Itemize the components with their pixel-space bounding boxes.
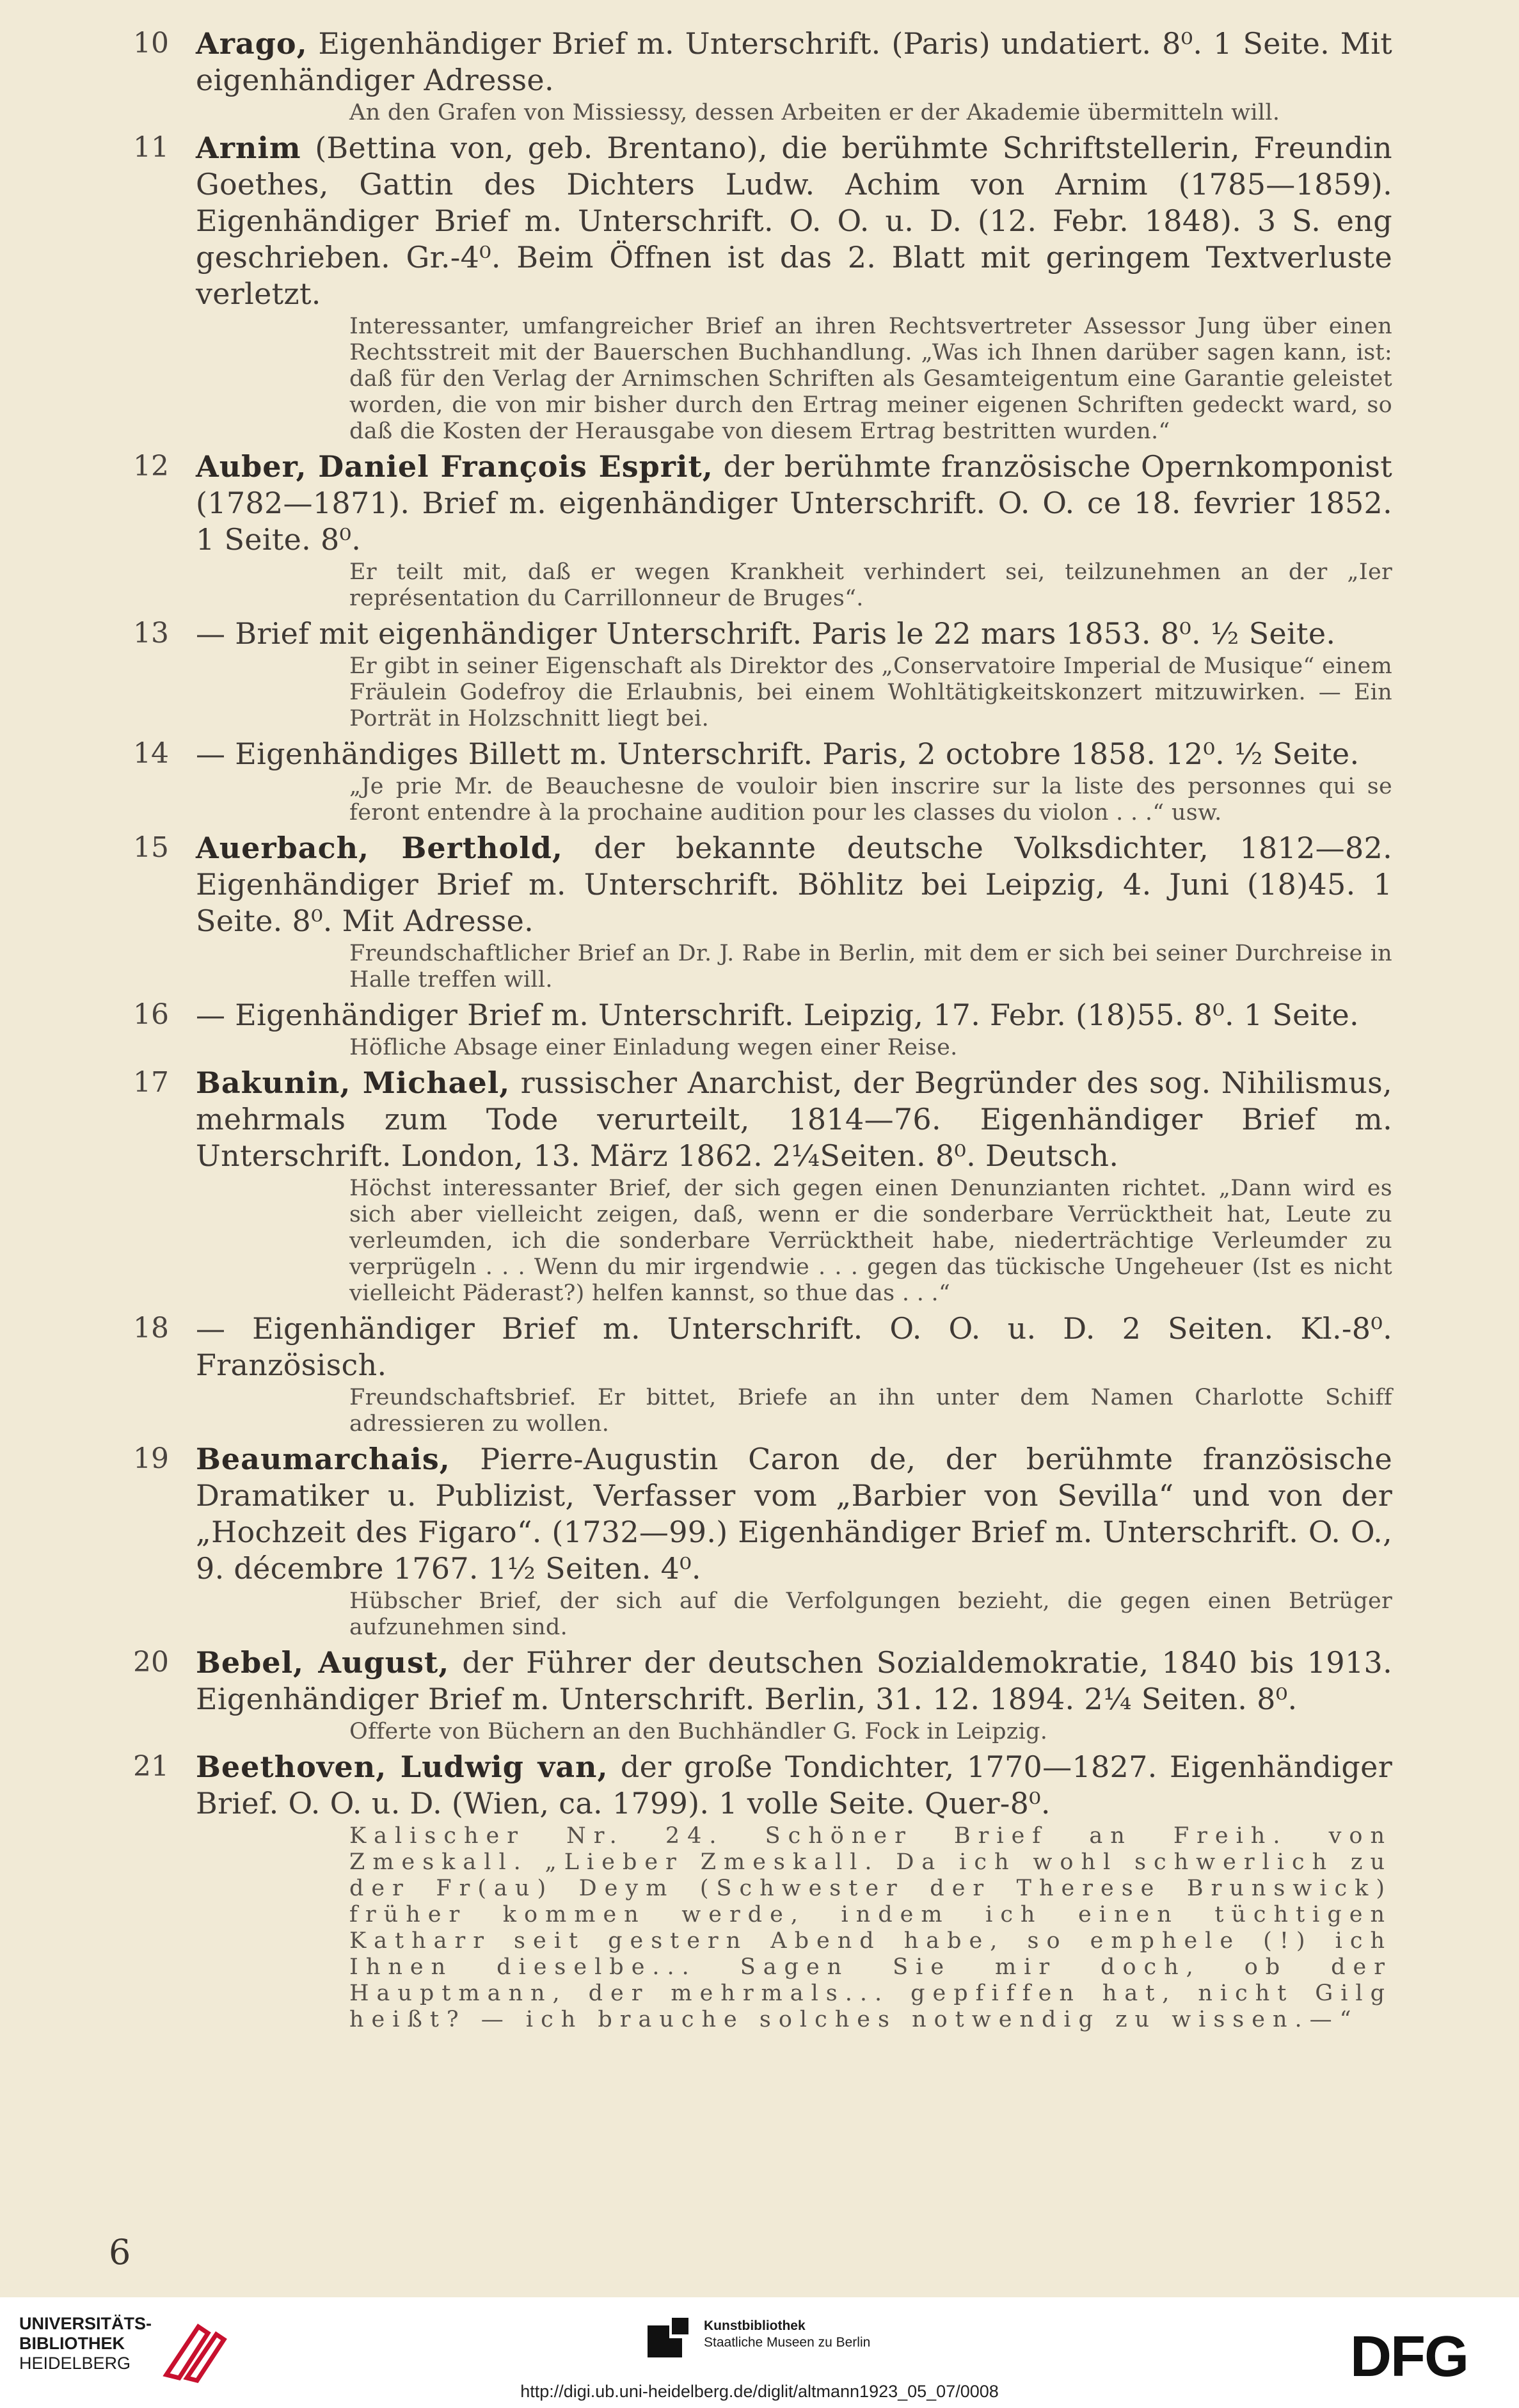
entry-description — [196, 616, 1392, 652]
entry-name: Beaumarchais, — [196, 1442, 450, 1476]
kunstbibliothek-icon — [644, 2313, 695, 2364]
uni-logo-line1: UNIVERSITÄTS- — [19, 2314, 152, 2333]
catalogue-entry — [133, 736, 1392, 826]
entry-number: 17 — [133, 1066, 169, 1099]
entry-name: Arnim — [196, 131, 301, 165]
entry-text: der berühmte französische Opernkomponist (1782—1871). Brief m. eigenhändiger Unterschrift. O. O. ce 18. fevrier 1852. 1 Seite. 8⁰. — [196, 449, 1392, 557]
entry-description — [196, 1645, 1392, 1718]
university-library-logo[interactable] — [19, 2314, 230, 2384]
entry-description — [196, 449, 1392, 558]
entry-number: 19 — [133, 1442, 169, 1475]
entry-note: Höfliche Absage einer Einladung wegen einer Reise. — [349, 1035, 958, 1060]
entry-text: Eigenhändiger Brief m. Unterschrift. (Paris) undatiert. 8⁰. 1 Seite. Mit eigenhändiger Adresse. — [196, 26, 1392, 97]
catalogue-entry — [133, 1065, 1392, 1307]
catalogue-entry — [133, 130, 1392, 445]
entry-text: — Brief mit eigenhändiger Unterschrift. Paris le 22 mars 1853. 8⁰. ½ Seite. — [196, 616, 1336, 651]
entry-description — [196, 130, 1392, 312]
entry-note: An den Grafen von Missiessy, dessen Arbeiten er der Akademie übermitteln will. — [349, 100, 1280, 125]
entry-number: 12 — [133, 450, 169, 482]
catalogue-entry — [133, 26, 1392, 126]
entry-description — [196, 1311, 1392, 1383]
entry-note: Offerte von Büchern an den Buchhändler G. Fock in Leipzig. — [349, 1719, 1048, 1744]
uni-logo-line2: BIBLIOTHEK — [19, 2334, 125, 2353]
catalogue-entry — [133, 616, 1392, 732]
catalogue-entry — [133, 1749, 1392, 2033]
entry-text: Pierre-Augustin Caron de, der berühmte französische Dramatiker u. Publizist, Verfasser vom „Barbier von Sevilla“ und von der „Hochzeit des Figaro“. (1732—99.) Eigenhändiger Brief m. Unterschrift. O. O., 9. décembre 1767. 1½ Seiten. 4⁰. — [196, 1442, 1392, 1586]
entry-number: 20 — [133, 1646, 169, 1678]
entry-number: 11 — [133, 131, 169, 164]
entry-text: der große Tondichter, 1770—1827. Eigenhändiger Brief. O. O. u. D. (Wien, ca. 1799). 1 volle Seite. Quer-8⁰. — [196, 1750, 1392, 1821]
entry-name: Bebel, August, — [196, 1645, 450, 1680]
entry-text: der bekannte deutsche Volksdichter, 1812—82. Eigenhändiger Brief m. Unterschrift. Böhlitz bei Leipzig, 4. Juni (18)45. 1 Seite. 8⁰. Mit Adresse. — [196, 831, 1392, 938]
entry-number: 21 — [133, 1750, 169, 1783]
catalogue-entries — [133, 26, 1392, 2037]
entry-description — [196, 997, 1392, 1033]
entry-note: Interessanter, umfangreicher Brief an ihren Rechtsvertreter Assessor Jung über einen Rechtsstreit mit der Bauerschen Buchhandlung. „Was ich Ihnen darüber sagen kann, ist: daß für den Verlag der Arnimschen Schriften als Gesamteigentum eine Garantie geleistet worden, die von mir bisher durch den Ertrag meiner eigenen Schriften gedeckt ward, so daß die Kosten der Herausgabe von diesem Ertrag bestritten wurden.“ — [349, 314, 1392, 444]
entry-name: Auber, Daniel François Esprit, — [196, 449, 713, 484]
entry-note: Er teilt mit, daß er wegen Krankheit verhindert sei, teilzunehmen an der „Ier représentation du Carrillonneur de Bruges“. — [349, 559, 1392, 611]
page-url[interactable]: http://digi.ub.uni-heidelberg.de/diglit/altmann1923_05_07/0008 — [520, 2382, 999, 2401]
entry-description — [196, 736, 1392, 772]
entry-text: der Führer der deutschen Sozialdemokratie, 1840 bis 1913. Eigenhändiger Brief m. Unterschrift. Berlin, 31. 12. 1894. 2¼ Seiten. 8⁰. — [196, 1645, 1392, 1716]
kb-line2: Staatliche Museen zu Berlin — [704, 2335, 871, 2350]
entry-text: — Eigenhändiger Brief m. Unterschrift. O. O. u. D. 2 Seiten. Kl.-8⁰. Französisch. — [196, 1311, 1392, 1382]
dfg-logo[interactable]: DFG — [1350, 2325, 1468, 2389]
kb-line1: Kunstbibliothek — [704, 2318, 806, 2333]
page-number: 6 — [109, 2232, 131, 2272]
uni-logo-line3: HEIDELBERG — [19, 2354, 131, 2373]
entry-name: Auerbach, Berthold, — [196, 831, 563, 865]
entry-number: 18 — [133, 1312, 169, 1344]
entry-note: Er gibt in seiner Eigenschaft als Direktor des „Conservatoire Imperial de Musique“ einem Fräulein Godefroy die Erlaubnis, bei einem Wohltätigkeitskonzert mitzuwirken. — Ein Porträt in Holzschnitt liegt bei. — [349, 653, 1392, 731]
entry-name: Beethoven, Ludwig van, — [196, 1750, 608, 1784]
entry-note: „Je prie Mr. de Beauchesne de vouloir bien inscrire sur la liste des personnes qui se feront entendre à la prochaine audition pour les classes du violon . . .“ usw. — [349, 774, 1392, 825]
entry-number: 10 — [133, 27, 169, 60]
entry-description — [196, 1749, 1392, 1822]
entry-name: Arago, — [196, 26, 308, 61]
entry-number: 16 — [133, 998, 169, 1031]
catalogue-entry — [133, 997, 1392, 1061]
entry-text: — Eigenhändiges Billett m. Unterschrift. Paris, 2 octobre 1858. 12⁰. ½ Seite. — [196, 737, 1360, 771]
entry-text: — Eigenhändiger Brief m. Unterschrift. Leipzig, 17. Febr. (18)55. 8⁰. 1 Seite. — [196, 998, 1359, 1032]
entry-number: 13 — [133, 617, 169, 650]
entry-note: Freundschaftsbrief. Er bittet, Briefe an ihn unter dem Namen Charlotte Schiff adressieren zu wollen. — [349, 1385, 1392, 1437]
entry-text: (Bettina von, geb. Brentano), die berühmte Schriftstellerin, Freundin Goethes, Gattin des Dichters Ludw. Achim von Arnim (1785—1859). Eigenhändiger Brief m. Unterschrift. O. O. u. D. (12. Febr. 1848). 3 S. eng geschrieben. Gr.-4⁰. Beim Öffnen ist das 2. Blatt mit geringem Textverluste verletzt. — [196, 131, 1392, 311]
catalogue-entry — [133, 1441, 1392, 1641]
entry-note: Kalischer Nr. 24. Schöner Brief an Freih. von Zmeskall. „Lieber Zmeskall. Da ich wohl schwerlich zu der Fr(au) Deym (Schwester der Therese Brunswick) früher kommen werde, indem ich einen tüchtigen Katharr seit gestern Abend habe, so emphele (!) ich Ihnen dieselbe... Sagen Sie mir doch, ob der Hauptmann, der mehrmals... gepfiffen hat, nicht Gilg heißt? — ich brauche solches notwendig zu wissen.—“ — [349, 1823, 1392, 2032]
entry-note: Höchst interessanter Brief, der sich gegen einen Denunzianten richtet. „Dann wird es sich aber vielleicht zeigen, daß, wenn er die sonderbare Verrücktheit hat, Leute zu verleumden, ich die sonderbare Verrücktheit habe, niederträchtige Verleumder zu verprügeln . . . Wenn du mir irgendwie . . . gegen das tückische Ungeheuer (Ist es nicht vielleicht Päderast?) helfen kannst, so thue das . . .“ — [349, 1176, 1392, 1306]
entry-number: 15 — [133, 831, 169, 864]
viewer-footer — [0, 2297, 1519, 2408]
entry-note: Freundschaftlicher Brief an Dr. J. Rabe in Berlin, mit dem er sich bei seiner Durchreise in Halle treffen will. — [349, 941, 1392, 993]
entry-description — [196, 1065, 1392, 1174]
entry-number: 14 — [133, 737, 169, 770]
entry-description — [196, 1441, 1392, 1587]
book-mark-icon — [160, 2314, 230, 2384]
catalogue-entry — [133, 1645, 1392, 1745]
entry-description — [196, 830, 1392, 939]
catalogue-entry — [133, 449, 1392, 612]
entry-text: russischer Anarchist, der Begründer des sog. Nihilismus, mehrmals zum Tode verurteilt, 1814—76. Eigenhändiger Brief m. Unterschrift. London, 13. März 1862. 2¼Seiten. 8⁰. Deutsch. — [196, 1065, 1392, 1173]
kunstbibliothek-logo[interactable] — [644, 2313, 912, 2377]
entry-name: Bakunin, Michael, — [196, 1065, 511, 1100]
catalogue-entry — [133, 1311, 1392, 1437]
entry-description — [196, 26, 1392, 99]
catalogue-entry — [133, 830, 1392, 993]
entry-note: Hübscher Brief, der sich auf die Verfolgungen bezieht, die gegen einen Betrüger aufzunehmen sind. — [349, 1588, 1392, 1640]
